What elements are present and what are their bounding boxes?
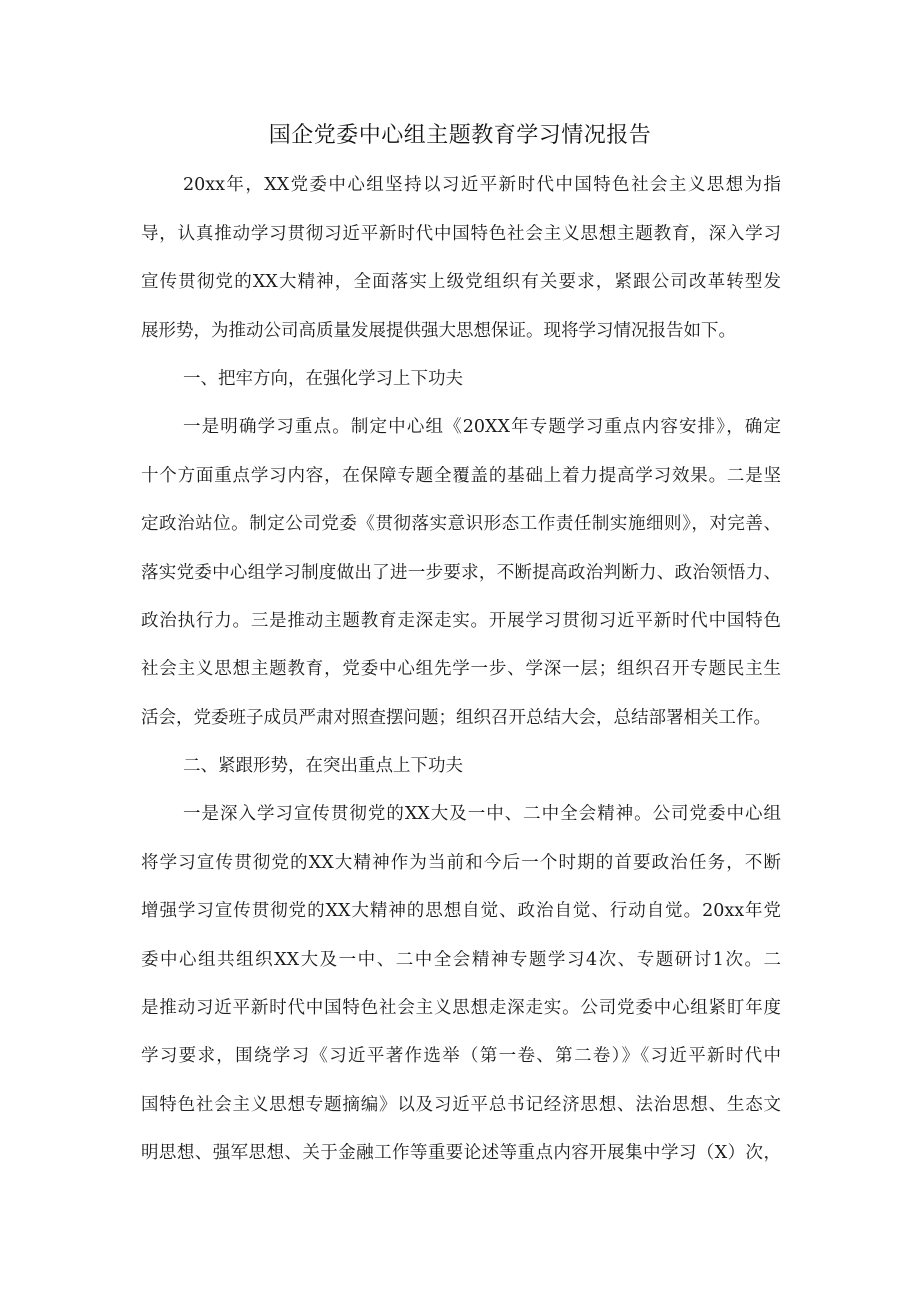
section-1-line-2: 十个方面重点学习内容，在保障专题全覆盖的基础上着力提高学习效果。二是坚	[141, 466, 781, 486]
section-1-line-7: 活会，党委班子成员严肃对照查摆问题；组织召开总结大会，总结部署相关工作。	[141, 708, 771, 728]
section-2-line-5: 是推动习近平新时代中国特色社会主义思想走深走实。公司党委中心组紧盯年度	[141, 998, 781, 1018]
section-2-line-6: 学习要求，围绕学习《习近平著作选举（第一卷、第二卷）》《习近平新时代中	[141, 1046, 781, 1066]
section-2-line-4: 委中心组共组织XX大及一中、二中全会精神专题学习4次、专题研讨1次。二	[141, 950, 781, 970]
section-2-line-1: 一是深入学习宣传贯彻党的XX大及一中、二中全会精神。公司党委中心组	[183, 804, 781, 824]
intro-line-4: 展形势，为推动公司高质量发展提供强大思想保证。现将学习情况报告如下。	[141, 321, 736, 341]
section-heading-2: 二、紧跟形势，在突出重点上下功夫	[183, 756, 463, 776]
section-2-line-3: 增强学习宣传贯彻党的XX大精神的思想自觉、政治自觉、行动自觉。20xx年党	[141, 901, 781, 921]
section-1-line-3: 定政治站位。制定公司党委《贯彻落实意识形态工作责任制实施细则》，对完善、	[141, 514, 781, 534]
section-1-line-4: 落实党委中心组学习制度做出了进一步要求，不断提高政治判断力、政治领悟力、	[141, 563, 781, 583]
document-title: 国企党委中心组主题教育学习情况报告	[268, 123, 652, 148]
section-1-line-5: 政治执行力。三是推动主题教育走深走实。开展学习贯彻习近平新时代中国特色	[141, 611, 781, 631]
intro-line-1: 20xx年，XX党委中心组坚持以习近平新时代中国特色社会主义思想为指	[183, 175, 781, 195]
section-1-line-1: 一是明确学习重点。制定中心组《20XX年专题学习重点内容安排》，确定	[183, 417, 781, 437]
section-2-line-8: 明思想、强军思想、关于金融工作等重要论述等重点内容开展集中学习（X）次，	[141, 1143, 781, 1163]
section-heading-1: 一、把牢方向，在强化学习上下功夫	[183, 369, 463, 389]
section-1-line-6: 社会主义思想主题教育，党委中心组先学一步、学深一层；组织召开专题民主生	[141, 659, 781, 679]
intro-line-2: 导，认真推动学习贯彻习近平新时代中国特色社会主义思想主题教育，深入学习	[141, 224, 781, 244]
section-2-line-7: 国特色社会主义思想专题摘编》以及习近平总书记经济思想、法治思想、生态文	[141, 1095, 781, 1115]
intro-line-3: 宣传贯彻党的XX大精神，全面落实上级党组织有关要求，紧跟公司改革转型发	[141, 272, 781, 292]
section-2-line-2: 将学习宣传贯彻党的XX大精神作为当前和今后一个时期的首要政治任务，不断	[141, 853, 781, 873]
